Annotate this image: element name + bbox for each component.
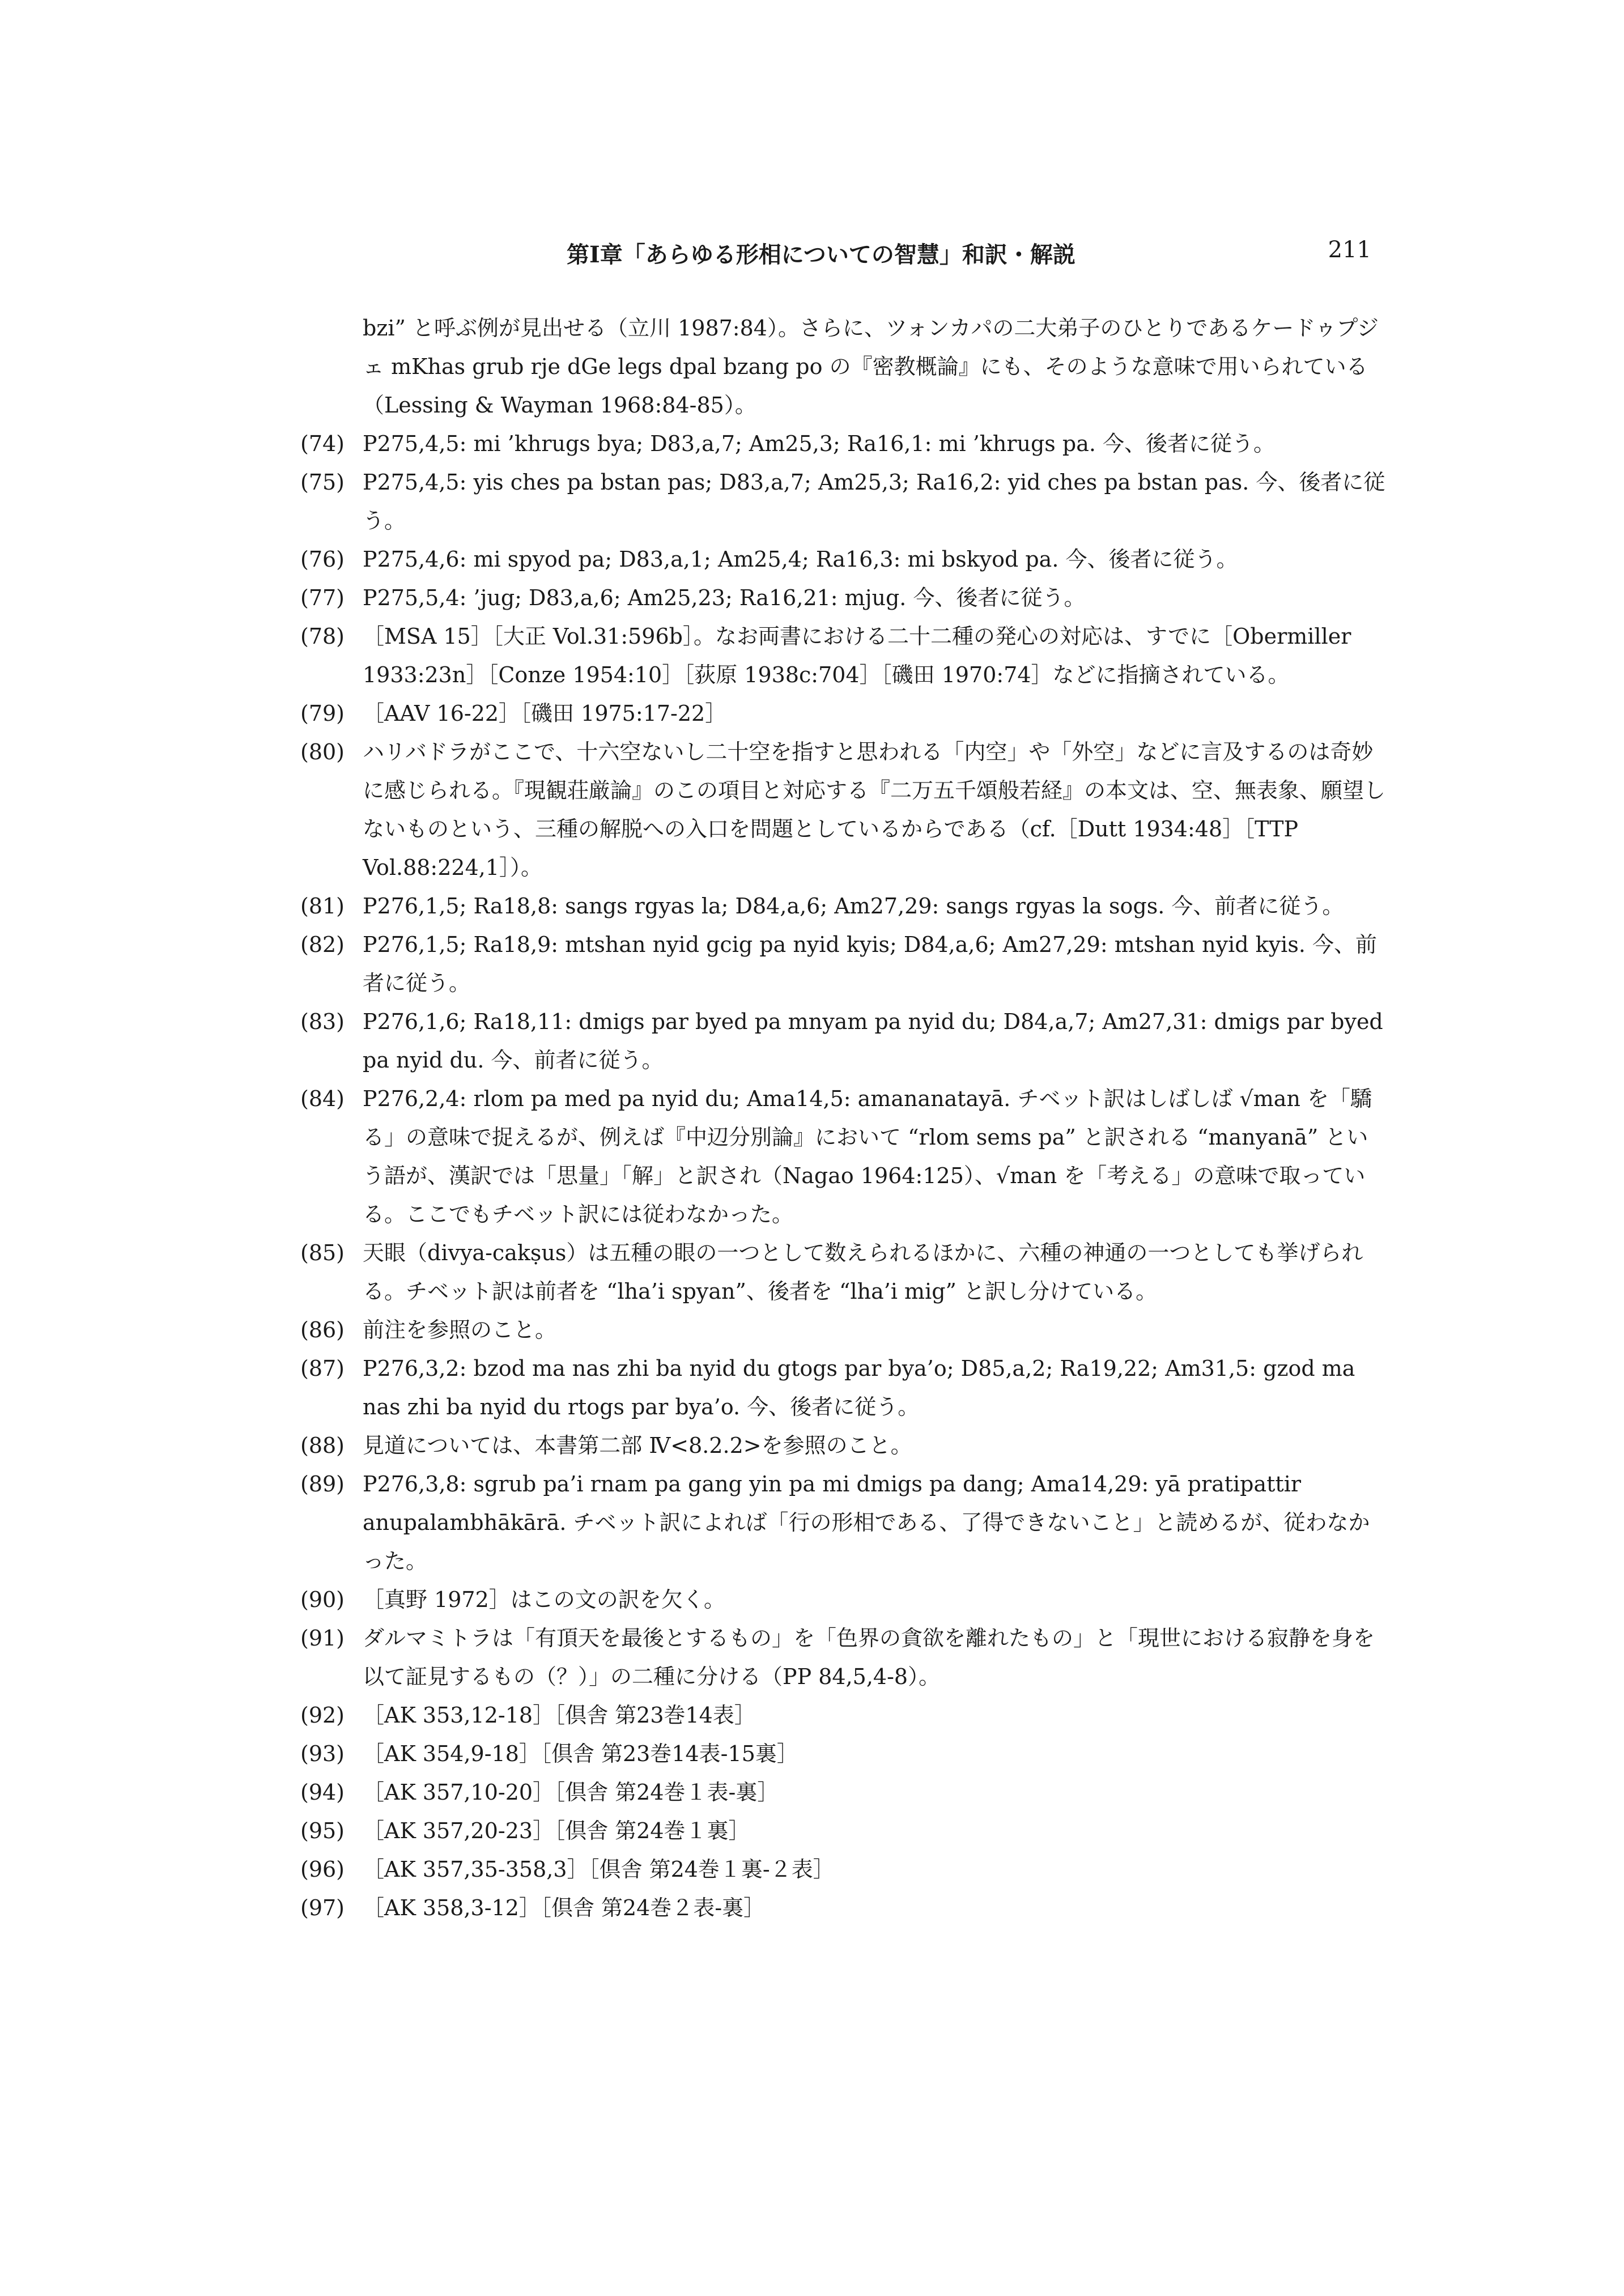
note-text: P275,4,5: mi ’khrugs bya; D83,a,7; Am25,3; Ra16,1: mi ’khrugs pa. 今、後者に従う。	[363, 431, 1276, 456]
note-97	[300, 1889, 1388, 1927]
note-number: (75)	[300, 470, 345, 495]
note-number: (95)	[300, 1818, 345, 1843]
note-text: P276,3,8: sgrub pa’i rnam pa gang yin pa mi dmigs pa dang; Ama14,29: yā pratipattir anupalambhākārā. チベット訳によれば「行の形相である、了得できないこと」と読めるが、従わなかった。	[363, 1472, 1370, 1574]
note-number: (93)	[300, 1741, 345, 1766]
note-number: (92)	[300, 1703, 345, 1728]
note-text: ［MSA 15］［大正 Vol.31:596b］。なお両書における二十二種の発心の対応は、すでに［Obermiller 1933:23n］［Conze 1954:10］［荻原 1938c:704］［磯田 1970:74］などに指摘されている。	[363, 624, 1351, 687]
note-text: P276,3,2: bzod ma nas zhi ba nyid du gtogs par bya’o; D85,a,2; Ra19,22; Am31,5: gzod ma nas zhi ba nyid du rtogs par bya’o. 今、後者に従う。	[363, 1356, 1355, 1419]
note-text: P276,1,5; Ra18,9: mtshan nyid gcig pa nyid kyis; D84,a,6; Am27,29: mtshan nyid kyis. 今、前者に従う。	[363, 932, 1377, 996]
note-95	[300, 1812, 1388, 1850]
note-number: (85)	[300, 1240, 345, 1265]
note-number: (94)	[300, 1780, 345, 1805]
note-number: (81)	[300, 894, 345, 919]
note-number: (80)	[300, 739, 345, 764]
note-90	[300, 1580, 1388, 1619]
note-79	[300, 694, 1388, 733]
note-88	[300, 1426, 1388, 1465]
note-92	[300, 1696, 1388, 1734]
header-title: 第Ⅰ章「あらゆる形相についての智慧」和訳・解説	[567, 241, 1075, 268]
note-96	[300, 1850, 1388, 1889]
note-78	[300, 617, 1388, 694]
note-76	[300, 540, 1388, 579]
note-number: (90)	[300, 1587, 345, 1612]
note-number: (76)	[300, 547, 345, 572]
note-77	[300, 579, 1388, 617]
note-number: (96)	[300, 1857, 345, 1882]
note-number: (87)	[300, 1356, 345, 1381]
note-text: P275,4,5: yis ches pa bstan pas; D83,a,7; Am25,3; Ra16,2: yid ches pa bstan pas. 今、後者に従う。	[363, 470, 1385, 533]
note-89	[300, 1465, 1388, 1580]
note-number: (83)	[300, 1009, 345, 1034]
note-75	[300, 463, 1388, 540]
note-text: P276,1,5; Ra18,8: sangs rgyas la; D84,a,6; Am27,29: sangs rgyas la sogs. 今、前者に従う。	[363, 894, 1344, 919]
note-text: P275,5,4: ’jug; D83,a,6; Am25,23; Ra16,21: mjug. 今、後者に従う。	[363, 585, 1086, 610]
note-text: 見道については、本書第二部 Ⅳ<8.2.2>を参照のこと。	[363, 1433, 912, 1458]
note-text: ［AK 357,35-358,3］［倶舎 第24巻１裏-２表］	[363, 1857, 835, 1882]
note-text: P276,2,4: rlom pa med pa nyid du; Ama14,5: amananatayā. チベット訳はしばしば √man を「驕る」の意味で捉えるが、例えば『中辺分別論』において “rlom sems pa” と訳される “manyanā” という語が、漢訳では「思量」「解」と訳され（Nagao 1964:125）、√man を「考える」の意味で取っている。ここでもチベット訳には従わなかった。	[363, 1086, 1372, 1227]
note-81	[300, 887, 1388, 925]
note-80	[300, 733, 1388, 887]
running-header	[567, 237, 1371, 277]
note-text: P275,4,6: mi spyod pa; D83,a,1; Am25,4; Ra16,3: mi bskyod pa. 今、後者に従う。	[363, 547, 1238, 572]
note-85	[300, 1234, 1388, 1311]
note-text: ［AK 357,10-20］［倶舎 第24巻１表-裏］	[363, 1780, 779, 1805]
note-text: P276,1,6; Ra18,11: dmigs par byed pa mnyam pa nyid du; D84,a,7; Am27,31: dmigs par byed pa nyid du. 今、前者に従う。	[363, 1009, 1383, 1073]
continued-note-text: bzi” と呼ぶ例が見出せる（立川 1987:84）。さらに、ツォンカパの二大弟子のひとりであるケードゥプジェ mKhas grub rje dGe legs dpal bzang po の『密教概論』にも、そのような意味で用いられている（Lessing & Wayman 1968:84-85）。	[363, 316, 1379, 418]
note-number: (91)	[300, 1626, 345, 1651]
note-number: (86)	[300, 1317, 345, 1342]
note-text: ［AK 357,20-23］［倶舎 第24巻１裏］	[363, 1818, 750, 1843]
note-text: ［AK 358,3-12］［倶舎 第24巻２表-裏］	[363, 1895, 766, 1920]
note-86	[300, 1311, 1388, 1349]
note-91	[300, 1619, 1388, 1696]
note-number: (89)	[300, 1472, 345, 1496]
note-number: (77)	[300, 585, 345, 610]
note-83	[300, 1002, 1388, 1079]
note-number: (84)	[300, 1086, 345, 1111]
note-number: (79)	[300, 701, 345, 726]
note-number: (74)	[300, 431, 345, 456]
note-74	[300, 424, 1388, 463]
note-87	[300, 1349, 1388, 1426]
page-number: 211	[1328, 237, 1371, 263]
note-text: ［真野 1972］はこの文の訳を欠く。	[363, 1587, 726, 1612]
note-93	[300, 1734, 1388, 1773]
note-text: 前注を参照のこと。	[363, 1317, 557, 1342]
note-94	[300, 1773, 1388, 1812]
note-number: (82)	[300, 932, 345, 957]
note-text: ［AAV 16-22］［磯田 1975:17-22］	[363, 701, 727, 726]
note-text: ［AK 353,12-18］［倶舎 第23巻14表］	[363, 1703, 756, 1728]
note-84	[300, 1079, 1388, 1234]
note-number: (78)	[300, 624, 345, 649]
note-text: 天眼（divya-cakṣus）は五種の眼の一つとして数えられるほかに、六種の神通の一つとしても挙げられる。チベット訳は前者を “lha’i spyan”、後者を “lha’i mig” と訳し分けている。	[363, 1240, 1363, 1304]
note-text: ［AK 354,9-18］［倶舎 第23巻14表-15裏］	[363, 1741, 798, 1766]
footnotes	[300, 309, 1388, 1927]
note-82	[300, 925, 1388, 1002]
note-number: (97)	[300, 1895, 345, 1920]
note-number: (88)	[300, 1433, 345, 1458]
note-text: ハリバドラがここで、十六空ないし二十空を指すと思われる「内空」や「外空」などに言及するのは奇妙に感じられる。『現観荘厳論』のこの項目と対応する『二万五千頌般若経』の本文は、空、無表象、願望しないものという、三種の解脱への入口を問題としているからである（cf.［Dutt 1934:48］［TTP Vol.88:224,1］）。	[363, 739, 1386, 880]
note-text: ダルマミトラは「有頂天を最後とするもの」を「色界の貪欲を離れたもの」と「現世における寂静を身を以て証見するもの（？）」の二種に分ける（PP 84,5,4-8）。	[363, 1626, 1375, 1689]
